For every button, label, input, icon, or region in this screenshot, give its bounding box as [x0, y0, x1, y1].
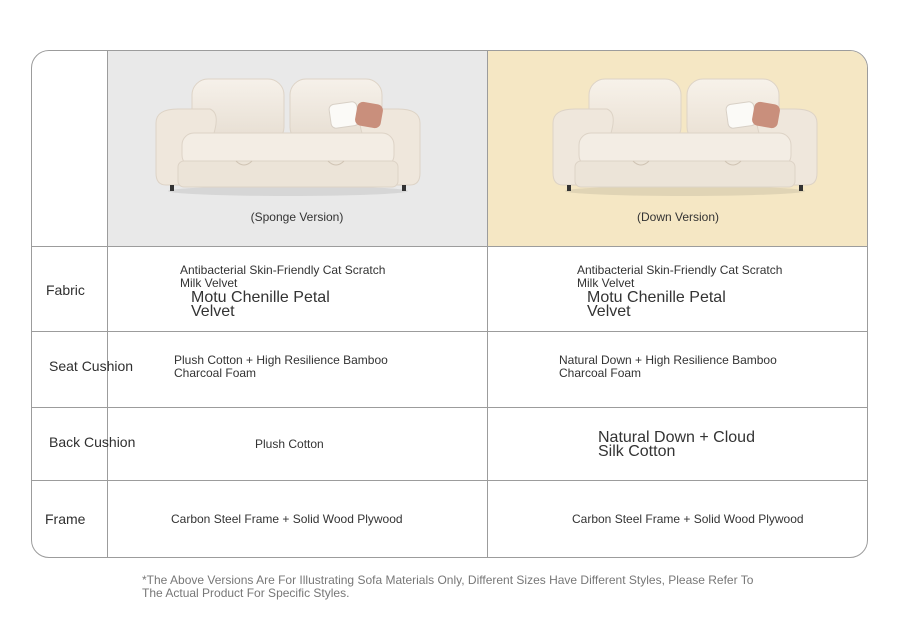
- seat-down-cell: [559, 354, 777, 380]
- fabric-down-big2: Velvet: [587, 303, 631, 320]
- row-label-seat-cushion: Seat Cushion: [49, 358, 134, 374]
- row-divider: [32, 331, 867, 332]
- sponge-version-header: [107, 51, 487, 246]
- down-sofa-image: [549, 73, 821, 197]
- comparison-table: [31, 50, 868, 558]
- back-sponge-cell: [255, 438, 324, 451]
- fabric-sponge-cell: [180, 264, 385, 319]
- sponge-version-caption: (Sponge Version): [250, 210, 344, 224]
- column-divider: [107, 51, 108, 557]
- fabric-sponge-big2: Velvet: [191, 303, 235, 320]
- seat-sponge-line2: Charcoal Foam: [174, 366, 257, 380]
- fabric-sponge-line2: Milk Velvet: [180, 276, 238, 290]
- seat-sponge-line1: Plush Cotton + High Resilience Bamboo: [174, 353, 388, 367]
- frame-sponge-cell: [171, 513, 403, 526]
- frame-down-line1: Carbon Steel Frame + Solid Wood Plywood: [572, 512, 804, 526]
- footnote-line1: *The Above Versions Are For Illustrating Sofa Materials Only, Different Sizes Have Different Styles, Please Refer To: [142, 573, 754, 587]
- fabric-down-line2: Milk Velvet: [577, 276, 635, 290]
- footnote: [142, 574, 782, 600]
- frame-down-cell: [572, 513, 804, 526]
- seat-sponge-cell: [174, 354, 388, 380]
- row-divider: [32, 407, 867, 408]
- back-down-big2: Silk Cotton: [598, 443, 676, 460]
- back-sponge-line1: Plush Cotton: [255, 437, 324, 451]
- row-label-fabric: Fabric: [46, 282, 85, 298]
- seat-down-line1: Natural Down + High Resilience Bamboo: [559, 353, 777, 367]
- seat-down-line2: Charcoal Foam: [559, 366, 642, 380]
- down-version-caption: (Down Version): [636, 210, 720, 224]
- fabric-down-cell: [577, 264, 782, 319]
- row-label-back-cushion: Back Cushion: [49, 434, 136, 450]
- row-divider: [32, 246, 867, 247]
- back-down-big1: Natural Down + Cloud: [598, 429, 755, 446]
- fabric-sponge-line1: Antibacterial Skin-Friendly Cat Scratch: [180, 263, 386, 277]
- frame-sponge-line1: Carbon Steel Frame + Solid Wood Plywood: [171, 512, 403, 526]
- sponge-sofa-image: [152, 73, 424, 197]
- fabric-sponge-big1: Motu Chenille Petal: [191, 289, 330, 306]
- column-divider: [487, 51, 488, 557]
- down-version-header: [487, 51, 868, 246]
- fabric-down-line1: Antibacterial Skin-Friendly Cat Scratch: [577, 263, 783, 277]
- row-divider: [32, 480, 867, 481]
- footnote-line2: The Actual Product For Specific Styles.: [142, 586, 350, 600]
- row-label-frame: Frame: [45, 511, 86, 527]
- fabric-down-big1: Motu Chenille Petal: [587, 289, 726, 306]
- back-down-cell: [598, 431, 755, 459]
